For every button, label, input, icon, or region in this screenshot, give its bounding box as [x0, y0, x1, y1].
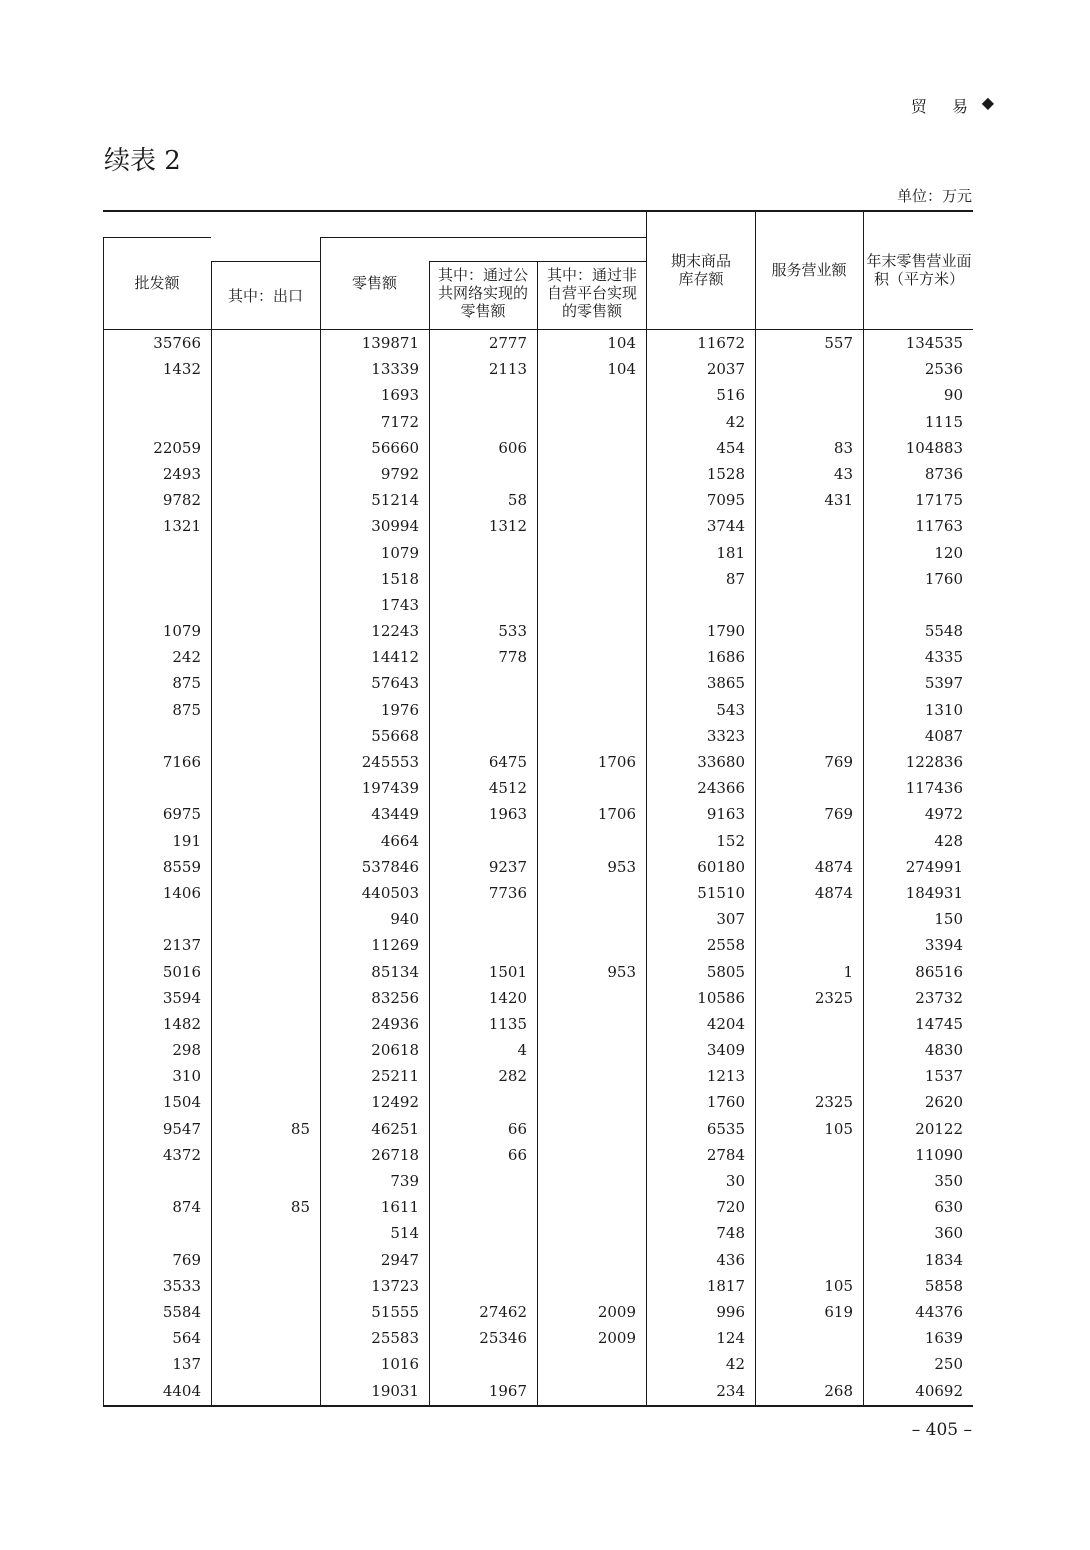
table-row [103, 1378, 973, 1404]
cell-public-net: 58 [507, 491, 527, 510]
col-header-service: 服务营业额 [771, 261, 847, 279]
table-row [103, 1011, 973, 1037]
cell-inventory: 1760 [706, 1093, 745, 1112]
cell-area: 2536 [924, 360, 963, 379]
cell-retail: 25211 [371, 1067, 419, 1086]
cell-public-net: 1967 [488, 1381, 527, 1400]
cell-area: 117436 [905, 779, 963, 798]
cell-inventory: 3865 [706, 674, 745, 693]
cell-area: 1760 [924, 569, 963, 588]
table-row [103, 906, 973, 932]
cell-public-net: 66 [507, 1145, 527, 1164]
cell-public-net: 9237 [488, 857, 527, 876]
cell-inventory: 42 [725, 1355, 745, 1374]
cell-own-platform: 104 [607, 334, 636, 352]
cell-own-platform: 953 [607, 857, 636, 876]
cell-retail: 25583 [371, 1329, 419, 1348]
cell-wholesale: 2493 [162, 464, 201, 483]
cell-inventory: 1528 [706, 464, 745, 483]
cell-wholesale: 310 [172, 1067, 201, 1086]
cell-service: 83 [833, 438, 853, 457]
cell-area: 40692 [915, 1381, 963, 1400]
cell-public-net: 533 [498, 622, 527, 641]
table-row [103, 1037, 973, 1063]
cell-retail: 13339 [371, 360, 419, 379]
cell-retail: 2947 [380, 1250, 419, 1269]
cell-area: 4087 [924, 726, 963, 745]
cell-retail: 4664 [380, 831, 419, 850]
cell-retail: 1518 [380, 569, 419, 588]
cell-wholesale: 874 [172, 1198, 201, 1217]
cell-area: 122836 [905, 753, 963, 771]
cell-wholesale: 22059 [153, 438, 201, 457]
cell-wholesale: 1079 [162, 622, 201, 641]
diamond-marker-icon: ◆ [981, 93, 994, 112]
cell-service: 769 [824, 753, 853, 771]
cell-retail: 57643 [371, 674, 419, 693]
col-header-own-platform: 其中：通过非自营平台实现的零售额 [546, 266, 637, 320]
table-row [103, 723, 973, 749]
col-header-export: 其中：出口 [227, 287, 303, 305]
cell-inventory: 1817 [706, 1276, 745, 1295]
cell-retail: 1611 [380, 1198, 419, 1217]
cell-public-net: 6475 [488, 753, 527, 771]
table-row [103, 697, 973, 723]
cell-public-net: 25346 [479, 1329, 527, 1348]
cell-inventory: 60180 [697, 857, 745, 876]
cell-service: 1 [843, 962, 853, 981]
cell-area: 90 [943, 386, 963, 405]
cell-public-net: 1963 [488, 805, 527, 824]
cell-retail: 56660 [371, 438, 419, 457]
cell-public-net: 1420 [488, 988, 527, 1007]
cell-wholesale: 564 [172, 1329, 201, 1348]
bottom-rule [103, 1405, 973, 1407]
cell-retail: 1976 [380, 700, 419, 719]
cell-public-net: 1135 [488, 1014, 527, 1033]
cell-area: 1639 [924, 1329, 963, 1348]
cell-area: 5858 [924, 1276, 963, 1295]
cell-inventory: 1790 [706, 622, 745, 641]
cell-wholesale: 298 [172, 1041, 201, 1060]
data-table [103, 210, 973, 1408]
table-row [103, 1247, 973, 1273]
table-row [103, 854, 973, 880]
cell-retail: 30994 [371, 517, 419, 536]
cell-area: 4972 [924, 805, 963, 824]
cell-service: 105 [824, 1276, 853, 1295]
cell-retail: 43449 [371, 805, 419, 824]
cell-retail: 13723 [371, 1276, 419, 1295]
cell-inventory: 9163 [706, 805, 745, 824]
table-row [103, 1089, 973, 1115]
cell-wholesale: 4404 [162, 1381, 201, 1400]
cell-service: 105 [824, 1119, 853, 1138]
cell-public-net: 2113 [488, 360, 527, 379]
cell-inventory: 3744 [706, 517, 745, 536]
cell-retail: 24936 [371, 1014, 419, 1033]
section-header [910, 93, 994, 117]
cell-wholesale: 7166 [162, 753, 201, 771]
cell-own-platform: 2009 [597, 1329, 636, 1348]
cell-public-net: 2777 [488, 334, 527, 352]
cell-retail: 46251 [371, 1119, 419, 1138]
cell-retail: 11269 [371, 936, 419, 955]
table-row [103, 435, 973, 461]
table-body [103, 330, 973, 1404]
cell-area: 150 [934, 910, 963, 929]
cell-retail: 440503 [361, 883, 419, 902]
cell-service: 2325 [814, 988, 853, 1007]
cell-own-platform: 104 [607, 360, 636, 379]
section-name: 贸 易 [910, 97, 978, 116]
cell-area: 104883 [905, 438, 963, 457]
cell-retail: 14412 [371, 648, 419, 667]
cell-retail: 1693 [380, 386, 419, 405]
cell-wholesale: 1321 [162, 517, 201, 536]
cell-area: 3394 [924, 936, 963, 955]
page-number: – 405 – [911, 1420, 972, 1440]
cell-area: 44376 [915, 1302, 963, 1321]
cell-retail: 20618 [371, 1041, 419, 1060]
cell-inventory: 2037 [706, 360, 745, 379]
cell-area: 350 [934, 1172, 963, 1190]
table-row [103, 801, 973, 827]
cell-inventory: 42 [725, 412, 745, 431]
cell-inventory: 3409 [706, 1041, 745, 1060]
table-row [103, 330, 973, 356]
cell-inventory: 454 [716, 438, 745, 457]
cell-own-platform: 953 [607, 962, 636, 981]
table-row [103, 487, 973, 513]
cell-retail: 739 [390, 1172, 419, 1190]
table-row [103, 1220, 973, 1246]
cell-retail: 1079 [380, 543, 419, 562]
cell-public-net: 4 [517, 1041, 527, 1060]
table-row [103, 1194, 973, 1220]
cell-retail: 51214 [371, 491, 419, 510]
col-header-retail: 零售额 [351, 274, 397, 292]
cell-public-net: 1501 [488, 962, 527, 981]
cell-area: 4335 [924, 648, 963, 667]
table-row [103, 932, 973, 958]
unit-label: 单位：万元 [896, 187, 972, 205]
cell-export: 85 [290, 1119, 310, 1138]
cell-service: 43 [833, 464, 853, 483]
cell-retail: 55668 [371, 726, 419, 745]
table-row [103, 618, 973, 644]
cell-wholesale: 8559 [162, 857, 201, 876]
cell-inventory: 181 [716, 543, 745, 562]
cell-retail: 514 [390, 1224, 419, 1243]
cell-inventory: 51510 [697, 883, 745, 902]
cell-inventory: 516 [716, 386, 745, 405]
cell-retail: 51555 [371, 1302, 419, 1321]
cell-inventory: 152 [716, 831, 745, 850]
table-row [103, 985, 973, 1011]
cell-inventory: 10586 [697, 988, 745, 1007]
cell-area: 23732 [915, 988, 963, 1007]
cell-retail: 85134 [371, 962, 419, 981]
table-row [103, 670, 973, 696]
cell-retail: 12492 [371, 1093, 419, 1112]
cell-area: 86516 [915, 962, 963, 981]
cell-inventory: 6535 [706, 1119, 745, 1138]
cell-public-net: 282 [498, 1067, 527, 1086]
cell-area: 11763 [915, 517, 963, 536]
cell-public-net: 1312 [488, 517, 527, 536]
cell-area: 4830 [924, 1041, 963, 1060]
cell-own-platform: 1706 [597, 753, 636, 771]
cell-retail: 245553 [361, 753, 419, 771]
cell-retail: 139871 [361, 334, 419, 352]
cell-service: 268 [824, 1381, 853, 1400]
table-row [103, 461, 973, 487]
cell-wholesale: 242 [172, 648, 201, 667]
cell-wholesale: 4372 [162, 1145, 201, 1164]
cell-public-net: 27462 [479, 1302, 527, 1321]
table-title: 续表 2 [104, 146, 181, 176]
cell-area: 120 [934, 543, 963, 562]
cell-retail: 83256 [371, 988, 419, 1007]
cell-area: 5548 [924, 622, 963, 641]
cell-service: 431 [824, 491, 853, 510]
cell-inventory: 4204 [706, 1014, 745, 1033]
cell-area: 134535 [905, 334, 963, 352]
cell-inventory: 11672 [697, 334, 745, 352]
top-rule [103, 210, 973, 212]
cell-inventory: 234 [716, 1381, 745, 1400]
cell-area: 184931 [905, 883, 963, 902]
cell-wholesale: 1406 [162, 883, 201, 902]
cell-wholesale: 137 [172, 1355, 201, 1374]
cell-wholesale: 9782 [162, 491, 201, 510]
cell-inventory: 436 [716, 1250, 745, 1269]
cell-retail: 197439 [361, 779, 419, 798]
table-row [103, 1273, 973, 1299]
cell-public-net: 66 [507, 1119, 527, 1138]
cell-public-net: 778 [498, 648, 527, 667]
cell-service: 4874 [814, 857, 853, 876]
cell-area: 274991 [905, 857, 963, 876]
cell-inventory: 720 [716, 1198, 745, 1217]
cell-inventory: 2784 [706, 1145, 745, 1164]
cell-wholesale: 191 [172, 831, 201, 850]
cell-own-platform: 1706 [597, 805, 636, 824]
cell-wholesale: 9547 [162, 1119, 201, 1138]
cell-inventory: 33680 [697, 753, 745, 771]
cell-area: 1115 [924, 412, 963, 431]
cell-inventory: 24366 [697, 779, 745, 798]
table-row [103, 1351, 973, 1377]
table-row [103, 1325, 973, 1351]
table-row [103, 1168, 973, 1194]
cell-export: 85 [290, 1198, 310, 1217]
table-row [103, 409, 973, 435]
cell-retail: 1016 [380, 1355, 419, 1374]
cell-area: 2620 [924, 1093, 963, 1112]
cell-wholesale: 1432 [162, 360, 201, 379]
cell-inventory: 5805 [706, 962, 745, 981]
cell-inventory: 1213 [706, 1067, 745, 1086]
cell-area: 14745 [915, 1014, 963, 1033]
cell-inventory: 543 [716, 700, 745, 719]
cell-service: 769 [824, 805, 853, 824]
cell-retail: 19031 [371, 1381, 419, 1400]
cell-wholesale: 3533 [162, 1276, 201, 1295]
cell-public-net: 7736 [488, 883, 527, 902]
cell-area: 5397 [924, 674, 963, 693]
col-header-public-net: 其中：通过公共网络实现的零售额 [437, 266, 528, 320]
cell-inventory: 87 [725, 569, 745, 588]
col-header-area: 年末零售营业面积（平方米） [866, 252, 972, 288]
cell-retail: 1743 [380, 595, 419, 614]
cell-area: 428 [934, 831, 963, 850]
cell-area: 250 [934, 1355, 963, 1374]
table-row [103, 1063, 973, 1089]
cell-inventory: 1686 [706, 648, 745, 667]
cell-area: 17175 [915, 491, 963, 510]
cell-area: 360 [934, 1224, 963, 1243]
cell-area: 11090 [915, 1145, 963, 1164]
cell-retail: 940 [390, 910, 419, 929]
cell-inventory: 124 [716, 1329, 745, 1348]
cell-wholesale: 3594 [162, 988, 201, 1007]
cell-own-platform: 2009 [597, 1302, 636, 1321]
cell-wholesale: 2137 [162, 936, 201, 955]
col-header-wholesale: 批发额 [134, 274, 180, 292]
table-row [103, 828, 973, 854]
table-row [103, 513, 973, 539]
cell-service: 4874 [814, 883, 853, 902]
table-row [103, 356, 973, 382]
cell-wholesale: 1482 [162, 1014, 201, 1033]
cell-wholesale: 769 [172, 1250, 201, 1269]
cell-area: 20122 [915, 1119, 963, 1138]
table-row [103, 1116, 973, 1142]
cell-retail: 12243 [371, 622, 419, 641]
cell-inventory: 2558 [706, 936, 745, 955]
cell-inventory: 3323 [706, 726, 745, 745]
cell-service: 557 [824, 334, 853, 352]
table-row [103, 775, 973, 801]
cell-retail: 537846 [361, 857, 419, 876]
cell-wholesale: 875 [172, 700, 201, 719]
cell-service: 2325 [814, 1093, 853, 1112]
table-row [103, 749, 973, 775]
cell-retail: 26718 [371, 1145, 419, 1164]
cell-inventory: 30 [725, 1172, 745, 1190]
cell-wholesale: 5584 [162, 1302, 201, 1321]
cell-wholesale: 875 [172, 674, 201, 693]
table-row [103, 1299, 973, 1325]
cell-inventory: 307 [716, 910, 745, 929]
cell-service: 619 [824, 1302, 853, 1321]
cell-area: 630 [934, 1198, 963, 1217]
cell-area: 8736 [924, 464, 963, 483]
table-row [103, 880, 973, 906]
cell-inventory: 748 [716, 1224, 745, 1243]
cell-wholesale: 1504 [162, 1093, 201, 1112]
cell-wholesale: 5016 [162, 962, 201, 981]
cell-wholesale: 6975 [162, 805, 201, 824]
cell-area: 1537 [924, 1067, 963, 1086]
cell-retail: 7172 [380, 412, 419, 431]
cell-wholesale: 35766 [153, 334, 201, 352]
cell-area: 1310 [924, 700, 963, 719]
cell-inventory: 996 [716, 1302, 745, 1321]
col-header-inventory: 期末商品库存额 [670, 252, 731, 288]
cell-inventory: 7095 [706, 491, 745, 510]
table-row [103, 540, 973, 566]
table-row [103, 959, 973, 985]
cell-public-net: 4512 [488, 779, 527, 798]
cell-public-net: 606 [498, 438, 527, 457]
cell-retail: 9792 [380, 464, 419, 483]
table-row [103, 1142, 973, 1168]
table-row [103, 592, 973, 618]
cell-area: 1834 [924, 1250, 963, 1269]
table-row [103, 566, 973, 592]
table-row [103, 382, 973, 408]
table-row [103, 644, 973, 670]
